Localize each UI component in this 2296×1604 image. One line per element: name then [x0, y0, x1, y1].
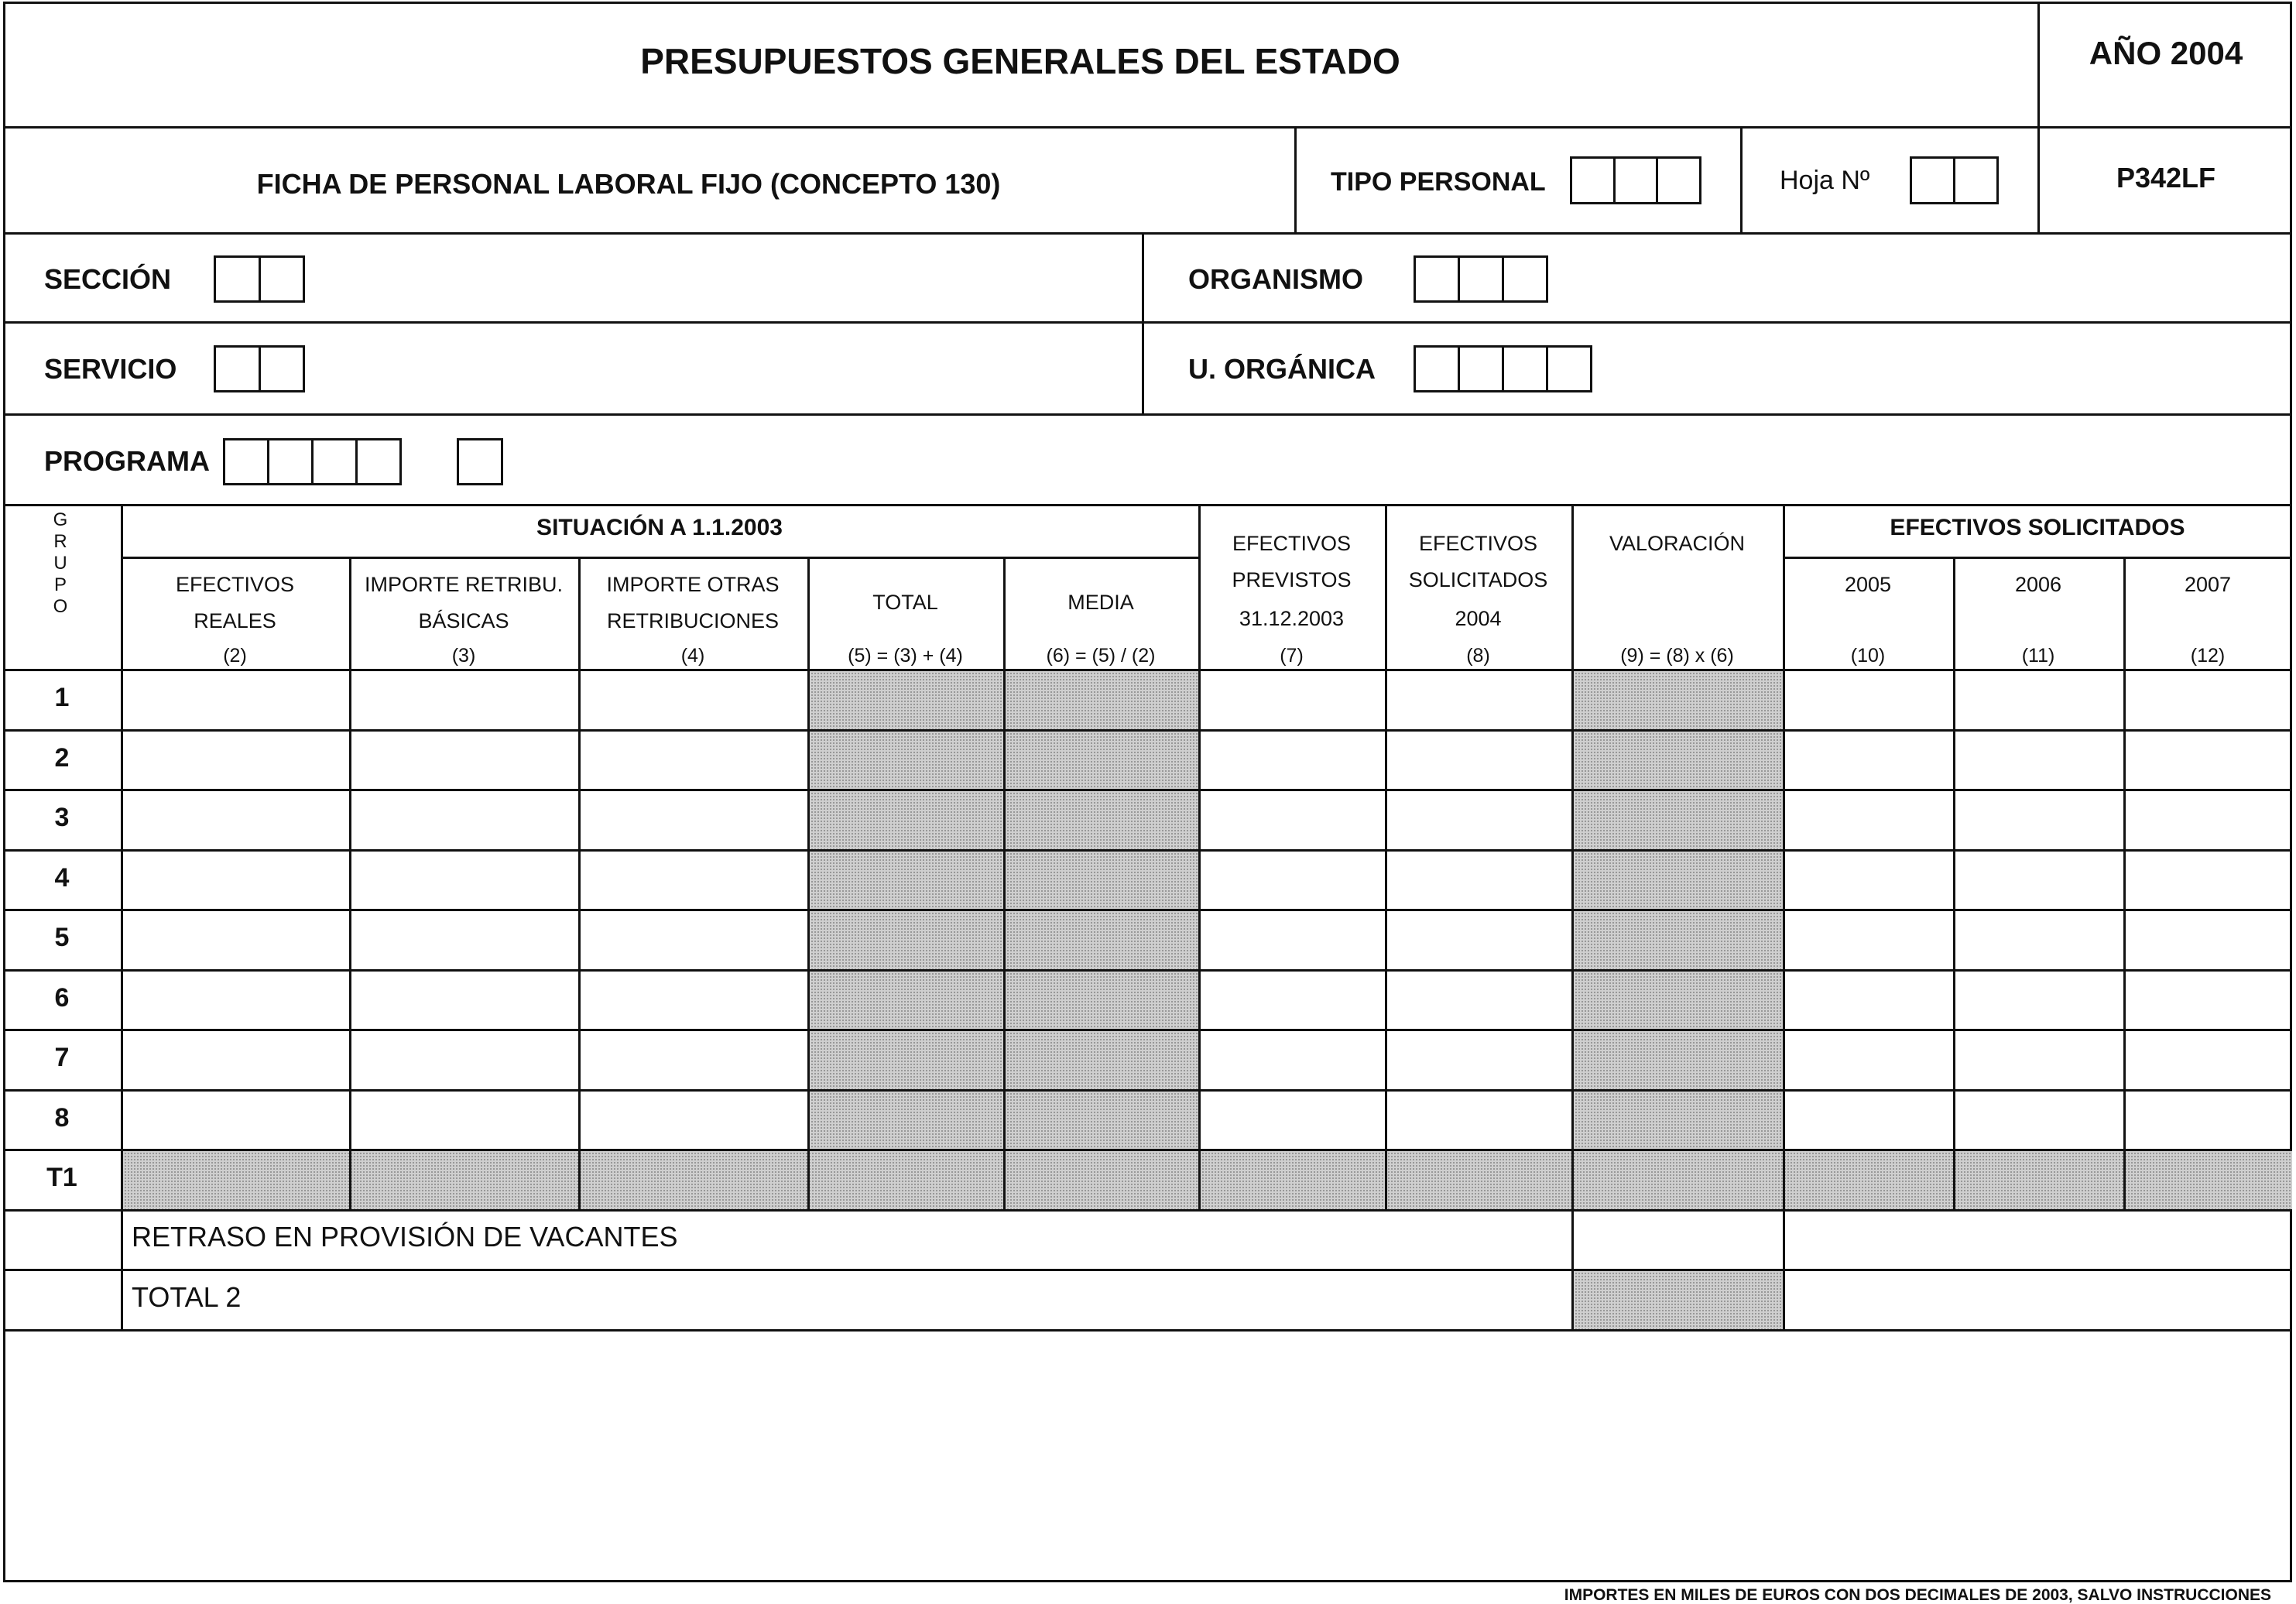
column-header: REALES	[194, 609, 276, 632]
table-cell[interactable]	[1385, 789, 1571, 849]
divider	[3, 126, 2292, 129]
table-cell[interactable]	[2123, 669, 2292, 729]
table-cell[interactable]	[1783, 1029, 1953, 1089]
row-label: 8	[54, 1103, 70, 1133]
column-number: (8)	[1466, 645, 1490, 667]
row-label: 1	[54, 683, 70, 712]
computed-cell	[807, 1089, 1003, 1149]
column-header: 31.12.2003	[1239, 607, 1345, 630]
divider	[3, 504, 2292, 506]
divider	[1294, 126, 1297, 234]
column-number: (3)	[451, 645, 476, 667]
column-header: 2006	[2014, 573, 2062, 596]
computed-cell	[1003, 669, 1198, 729]
table-cell[interactable]	[2123, 1089, 2292, 1149]
column-number: (9) = (8) x (6)	[1620, 645, 1734, 667]
computed-cell	[807, 909, 1003, 969]
table-cell[interactable]	[349, 1029, 578, 1089]
divider	[2037, 2, 2040, 234]
computed-cell	[807, 849, 1003, 909]
divider	[1198, 504, 1201, 1209]
table-cell[interactable]	[1783, 969, 1953, 1029]
computed-cell	[807, 1029, 1003, 1089]
column-number: (12)	[2190, 645, 2226, 667]
table-cell[interactable]	[1385, 1089, 1571, 1149]
column-number: (10)	[1850, 645, 1886, 667]
computed-cell	[1571, 729, 1783, 789]
column-header: MEDIA	[1067, 591, 1134, 614]
table-cell[interactable]	[1198, 729, 1385, 789]
table-cell[interactable]	[1953, 909, 2123, 969]
seccion-field[interactable]	[214, 255, 305, 303]
table-cell[interactable]	[121, 669, 349, 729]
form-subtitle: FICHA DE PERSONAL LABORAL FIJO (CONCEPTO 130)	[256, 168, 1001, 200]
computed-cell	[1571, 669, 1783, 729]
retraso-label: RETRASO EN PROVISIÓN DE VACANTES	[132, 1221, 678, 1253]
table-cell[interactable]	[578, 729, 807, 789]
divider	[349, 557, 351, 1209]
divider	[3, 1089, 2292, 1092]
table-cell[interactable]	[121, 849, 349, 909]
divider	[121, 504, 123, 1329]
u-organica-label: U. ORGÁNICA	[1188, 353, 1376, 385]
table-cell[interactable]	[349, 669, 578, 729]
table-cell[interactable]	[1953, 729, 2123, 789]
column-number: (2)	[223, 645, 247, 667]
table-cell[interactable]	[1198, 969, 1385, 1029]
column-number: (11)	[2021, 645, 2055, 667]
row-label: 3	[54, 803, 70, 832]
programa-label: PROGRAMA	[44, 445, 210, 477]
table-cell[interactable]	[1783, 669, 1953, 729]
table-cell[interactable]	[578, 1089, 807, 1149]
divider	[3, 1149, 2292, 1151]
table-cell[interactable]	[121, 1089, 349, 1149]
row-label: 4	[54, 863, 70, 893]
column-header: RETRIBUCIONES	[606, 609, 780, 632]
divider	[3, 1329, 2292, 1332]
computed-cell	[807, 969, 1003, 1029]
row-label: 5	[54, 923, 70, 952]
divider	[3, 321, 2292, 324]
table-cell[interactable]	[349, 729, 578, 789]
programa-field[interactable]	[223, 438, 402, 485]
row-label: T1	[46, 1163, 77, 1192]
table-cell[interactable]	[1198, 909, 1385, 969]
u-organica-field[interactable]	[1414, 345, 1592, 392]
table-cell[interactable]	[1385, 1029, 1571, 1089]
computed-cell	[807, 789, 1003, 849]
column-header: IMPORTE RETRIBU.	[364, 573, 564, 596]
table-cell[interactable]	[1953, 969, 2123, 1029]
divider	[578, 557, 581, 1209]
computed-cell	[1571, 789, 1783, 849]
t1-total-row	[121, 1149, 2292, 1209]
total2-label: TOTAL 2	[132, 1281, 242, 1313]
column-header: EFECTIVOS	[1232, 532, 1352, 555]
column-header: 2005	[1844, 573, 1892, 596]
computed-cell	[1003, 789, 1198, 849]
table-cell[interactable]	[578, 849, 807, 909]
grupo-letter: U	[53, 553, 67, 574]
efectivos-solicitados-header: EFECTIVOS SOLICITADOS	[1890, 515, 2185, 540]
table-cell[interactable]	[1385, 909, 1571, 969]
form-year: AÑO 2004	[2089, 35, 2243, 71]
row-label: 6	[54, 983, 70, 1013]
table-cell[interactable]	[349, 969, 578, 1029]
grupo-letter: P	[53, 574, 67, 595]
divider	[3, 969, 2292, 972]
table-cell[interactable]	[1953, 849, 2123, 909]
divider	[121, 557, 1198, 559]
column-header: EFECTIVOS	[1418, 532, 1538, 555]
divider	[1953, 557, 1955, 1209]
table-cell[interactable]	[121, 729, 349, 789]
table-cell[interactable]	[1783, 909, 1953, 969]
divider	[3, 849, 2292, 852]
table-cell[interactable]	[578, 789, 807, 849]
form-title: PRESUPUESTOS GENERALES DEL ESTADO	[640, 41, 1400, 81]
table-cell[interactable]	[121, 909, 349, 969]
column-header: SOLICITADOS	[1408, 568, 1548, 591]
grupo-letter: R	[53, 531, 67, 552]
table-cell[interactable]	[121, 789, 349, 849]
column-header: 2004	[1455, 607, 1502, 630]
tipo-personal-field[interactable]	[1570, 156, 1701, 204]
column-number: (5) = (3) + (4)	[848, 645, 963, 667]
divider	[3, 232, 2292, 235]
total2-valoracion-cell	[1571, 1269, 1783, 1329]
table-cell[interactable]	[1385, 849, 1571, 909]
organismo-label: ORGANISMO	[1188, 263, 1364, 295]
table-cell[interactable]	[578, 1029, 807, 1089]
programa-subfield[interactable]	[457, 438, 503, 485]
grupo-letter: G	[53, 509, 68, 530]
seccion-label: SECCIÓN	[44, 263, 172, 295]
table-cell[interactable]	[2123, 729, 2292, 789]
table-cell[interactable]	[2123, 909, 2292, 969]
table-cell[interactable]	[1783, 849, 1953, 909]
divider	[1142, 232, 1144, 416]
computed-cell	[1571, 849, 1783, 909]
table-cell[interactable]	[121, 1029, 349, 1089]
situacion-header: SITUACIÓN A 1.1.2003	[536, 515, 783, 540]
retraso-valoracion-input[interactable]	[1571, 1209, 1783, 1269]
divider	[3, 669, 2292, 671]
table-cell[interactable]	[1953, 1089, 2123, 1149]
table-cell[interactable]	[349, 849, 578, 909]
footer-note: IMPORTES EN MILES DE EUROS CON DOS DECIMALES DE 2003, SALVO INSTRUCCIONES	[1564, 1586, 2271, 1604]
divider	[3, 413, 2292, 416]
column-header: 2007	[2184, 573, 2232, 596]
computed-cell	[807, 669, 1003, 729]
table-cell[interactable]	[1385, 969, 1571, 1029]
divider	[2123, 557, 2126, 1209]
servicio-label: SERVICIO	[44, 353, 177, 385]
table-cell[interactable]	[349, 909, 578, 969]
table-cell[interactable]	[2123, 969, 2292, 1029]
table-cell[interactable]	[1385, 729, 1571, 789]
hoja-label: Hoja Nº	[1780, 166, 1870, 195]
table-cell[interactable]	[1198, 849, 1385, 909]
divider	[3, 789, 2292, 791]
computed-cell	[1571, 909, 1783, 969]
computed-cell	[1571, 1029, 1783, 1089]
divider	[1740, 126, 1743, 234]
table-cell[interactable]	[1783, 789, 1953, 849]
computed-cell	[1003, 1029, 1198, 1089]
divider	[1003, 557, 1006, 1209]
divider	[3, 1269, 2292, 1271]
form-code: P342LF	[2116, 162, 2216, 194]
table-cell[interactable]	[1953, 789, 2123, 849]
row-label: 2	[54, 743, 70, 773]
table-cell[interactable]	[578, 909, 807, 969]
table-cell[interactable]	[349, 1089, 578, 1149]
divider	[3, 1209, 2292, 1212]
table-cell[interactable]	[578, 669, 807, 729]
column-header: EFECTIVOS	[175, 573, 295, 596]
column-header: PREVISTOS	[1232, 568, 1352, 591]
table-cell[interactable]	[1198, 1089, 1385, 1149]
column-header: VALORACIÓN	[1609, 532, 1746, 555]
table-cell[interactable]	[2123, 849, 2292, 909]
divider	[1385, 504, 1387, 1209]
computed-cell	[807, 729, 1003, 789]
column-header: TOTAL	[872, 591, 938, 614]
table-cell[interactable]	[2123, 789, 2292, 849]
computed-cell	[1003, 729, 1198, 789]
table-cell[interactable]	[1783, 1089, 1953, 1149]
divider	[1571, 504, 1574, 1329]
servicio-field[interactable]	[214, 345, 305, 392]
table-cell[interactable]	[1783, 729, 1953, 789]
column-number: (4)	[680, 645, 705, 667]
divider	[3, 729, 2292, 732]
organismo-field[interactable]	[1414, 255, 1548, 303]
table-cell[interactable]	[1953, 669, 2123, 729]
computed-cell	[1571, 1089, 1783, 1149]
column-number: (6) = (5) / (2)	[1046, 645, 1156, 667]
divider	[807, 557, 810, 1209]
column-header: BÁSICAS	[418, 609, 509, 632]
divider	[3, 909, 2292, 911]
hoja-field[interactable]	[1910, 156, 1999, 204]
computed-cell	[1003, 849, 1198, 909]
computed-cell	[1571, 969, 1783, 1029]
table-cell[interactable]	[578, 969, 807, 1029]
divider	[1783, 557, 2292, 559]
row-label: 7	[54, 1043, 70, 1072]
computed-cell	[1003, 909, 1198, 969]
column-number: (7)	[1280, 645, 1304, 667]
table-cell[interactable]	[1198, 669, 1385, 729]
computed-cell	[1003, 969, 1198, 1029]
table-cell[interactable]	[121, 969, 349, 1029]
table-cell[interactable]	[1385, 669, 1571, 729]
divider	[3, 1029, 2292, 1031]
table-cell[interactable]	[1953, 1029, 2123, 1089]
column-header: IMPORTE OTRAS	[606, 573, 780, 596]
tipo-personal-label: TIPO PERSONAL	[1331, 167, 1546, 197]
table-cell[interactable]	[2123, 1029, 2292, 1089]
grupo-letter: O	[53, 596, 68, 617]
computed-cell	[1003, 1089, 1198, 1149]
table-cell[interactable]	[349, 789, 578, 849]
table-cell[interactable]	[1198, 789, 1385, 849]
divider	[1783, 504, 1785, 1329]
table-cell[interactable]	[1198, 1029, 1385, 1089]
